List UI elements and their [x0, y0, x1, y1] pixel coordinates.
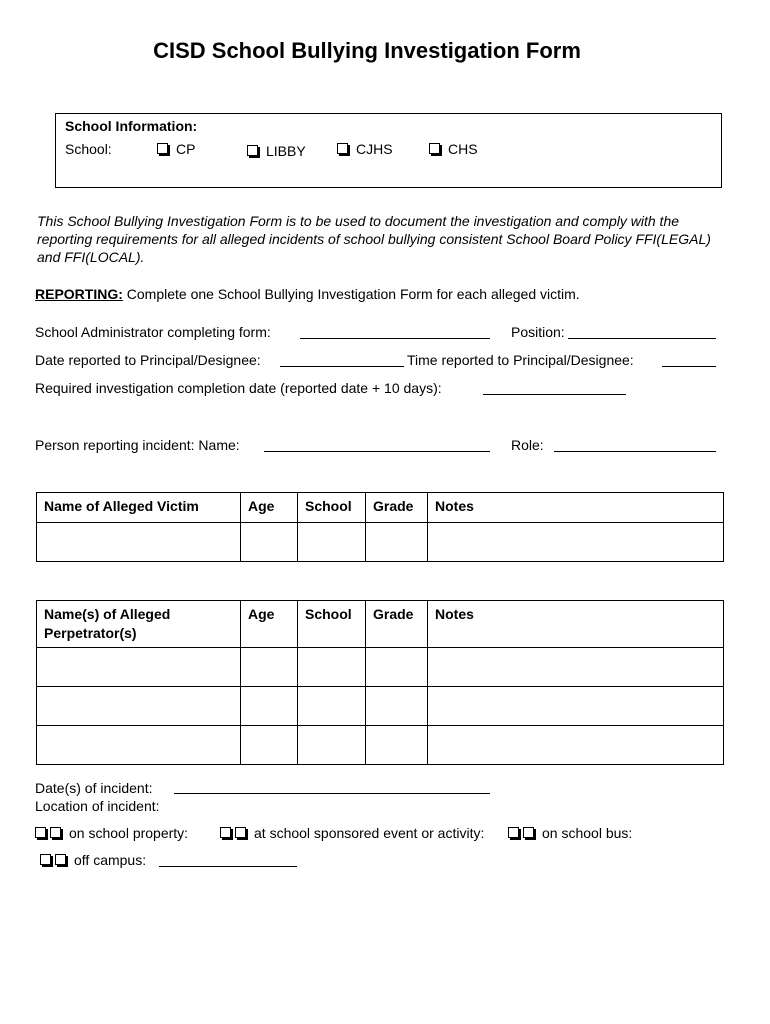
checkbox-icon[interactable] [220, 827, 231, 838]
column-header: School [298, 493, 366, 523]
table-row [37, 523, 724, 562]
table-cell[interactable] [366, 523, 428, 562]
school-option-cp[interactable] [157, 141, 195, 157]
reporting-instruction [35, 286, 580, 302]
location-off-campus[interactable] [40, 852, 146, 868]
school-information-heading: School Information: [65, 118, 198, 134]
victim-header-row [37, 493, 724, 523]
dates-of-incident-input-line[interactable] [174, 779, 490, 794]
table-cell[interactable] [37, 687, 241, 726]
date-reported-label: Date reported to Principal/Designee: [35, 352, 261, 368]
administrator-field-label: School Administrator completing form: [35, 324, 271, 340]
checkbox-icon[interactable] [40, 854, 51, 865]
table-cell[interactable] [366, 687, 428, 726]
table-row [37, 648, 724, 687]
table-cell[interactable] [37, 726, 241, 765]
table-cell[interactable] [37, 523, 241, 562]
checkbox-icon[interactable] [429, 143, 440, 154]
table-cell[interactable] [298, 523, 366, 562]
intro-paragraph: This School Bullying Investigation Form is to be used to document the investigation and comply with the reporting requirements for all alleged incidents of school bullying consistent School Board Policy FFI(LEGAL) and FFI(LOCAL). [37, 213, 711, 265]
column-header: Notes [428, 601, 724, 648]
table-cell[interactable] [37, 648, 241, 687]
position-input-line[interactable] [568, 324, 716, 339]
column-header: Age [241, 601, 298, 648]
checkbox-icon[interactable] [157, 143, 168, 154]
checkbox-icon[interactable] [523, 827, 534, 838]
table-row [37, 687, 724, 726]
column-header: Grade [366, 601, 428, 648]
checkbox-icon[interactable] [50, 827, 61, 838]
school-option-libby[interactable] [247, 143, 306, 159]
table-cell[interactable] [428, 726, 724, 765]
form-title: CISD School Bullying Investigation Form [153, 38, 581, 63]
school-option-label: CHS [448, 141, 478, 157]
table-cell[interactable] [241, 648, 298, 687]
role-input-line[interactable] [554, 437, 716, 452]
location-sponsored-event[interactable] [220, 825, 484, 841]
table-cell[interactable] [428, 523, 724, 562]
school-option-chs[interactable] [429, 141, 478, 157]
table-cell[interactable] [366, 648, 428, 687]
location-school-bus[interactable] [508, 825, 632, 841]
off-campus-input-line[interactable] [159, 852, 297, 867]
table-cell[interactable] [298, 687, 366, 726]
school-option-label: CJHS [356, 141, 393, 157]
date-reported-input-line[interactable] [280, 352, 404, 367]
person-reporting-input-line[interactable] [264, 437, 490, 452]
checkbox-icon[interactable] [35, 827, 46, 838]
completion-date-input-line[interactable] [483, 380, 626, 395]
column-header: Grade [366, 493, 428, 523]
table-cell[interactable] [298, 726, 366, 765]
checkbox-icon[interactable] [337, 143, 348, 154]
completion-date-label: Required investigation completion date (reported date + 10 days): [35, 380, 442, 396]
table-cell[interactable] [428, 648, 724, 687]
table-cell[interactable] [241, 523, 298, 562]
dates-of-incident-label: Date(s) of incident: [35, 780, 153, 796]
table-cell[interactable] [241, 726, 298, 765]
checkbox-icon[interactable] [508, 827, 519, 838]
table-row [37, 726, 724, 765]
position-field-label: Position: [511, 324, 565, 340]
perpetrator-table [36, 600, 724, 765]
option-label: off campus: [74, 852, 147, 868]
column-header: Notes [428, 493, 724, 523]
school-option-label: CP [176, 141, 196, 157]
time-reported-input-line[interactable] [662, 352, 716, 367]
checkbox-icon[interactable] [55, 854, 66, 865]
table-cell[interactable] [428, 687, 724, 726]
reporting-text: Complete one School Bullying Investigation Form for each alleged victim. [126, 286, 580, 302]
location-of-incident-label: Location of incident: [35, 798, 160, 814]
column-header: School [298, 601, 366, 648]
column-header: Name(s) of Alleged Perpetrator(s) [37, 601, 241, 648]
checkbox-icon[interactable] [247, 145, 258, 156]
table-cell[interactable] [298, 648, 366, 687]
table-cell[interactable] [241, 687, 298, 726]
school-label: School: [65, 141, 112, 157]
option-label: on school bus: [542, 825, 633, 841]
administrator-input-line[interactable] [300, 324, 490, 339]
option-label: at school sponsored event or activity: [254, 825, 485, 841]
location-on-school-property[interactable] [35, 825, 188, 841]
table-cell[interactable] [366, 726, 428, 765]
person-reporting-label: Person reporting incident: Name: [35, 437, 240, 453]
perpetrator-header-row [37, 601, 724, 648]
column-header: Name of Alleged Victim [37, 493, 241, 523]
reporting-label: REPORTING: [35, 286, 123, 302]
role-label: Role: [511, 437, 544, 453]
school-option-label: LIBBY [266, 143, 306, 159]
column-header: Age [241, 493, 298, 523]
checkbox-icon[interactable] [235, 827, 246, 838]
time-reported-label: Time reported to Principal/Designee: [407, 352, 634, 368]
school-option-cjhs[interactable] [337, 141, 393, 157]
victim-table [36, 492, 724, 562]
option-label: on school property: [69, 825, 189, 841]
